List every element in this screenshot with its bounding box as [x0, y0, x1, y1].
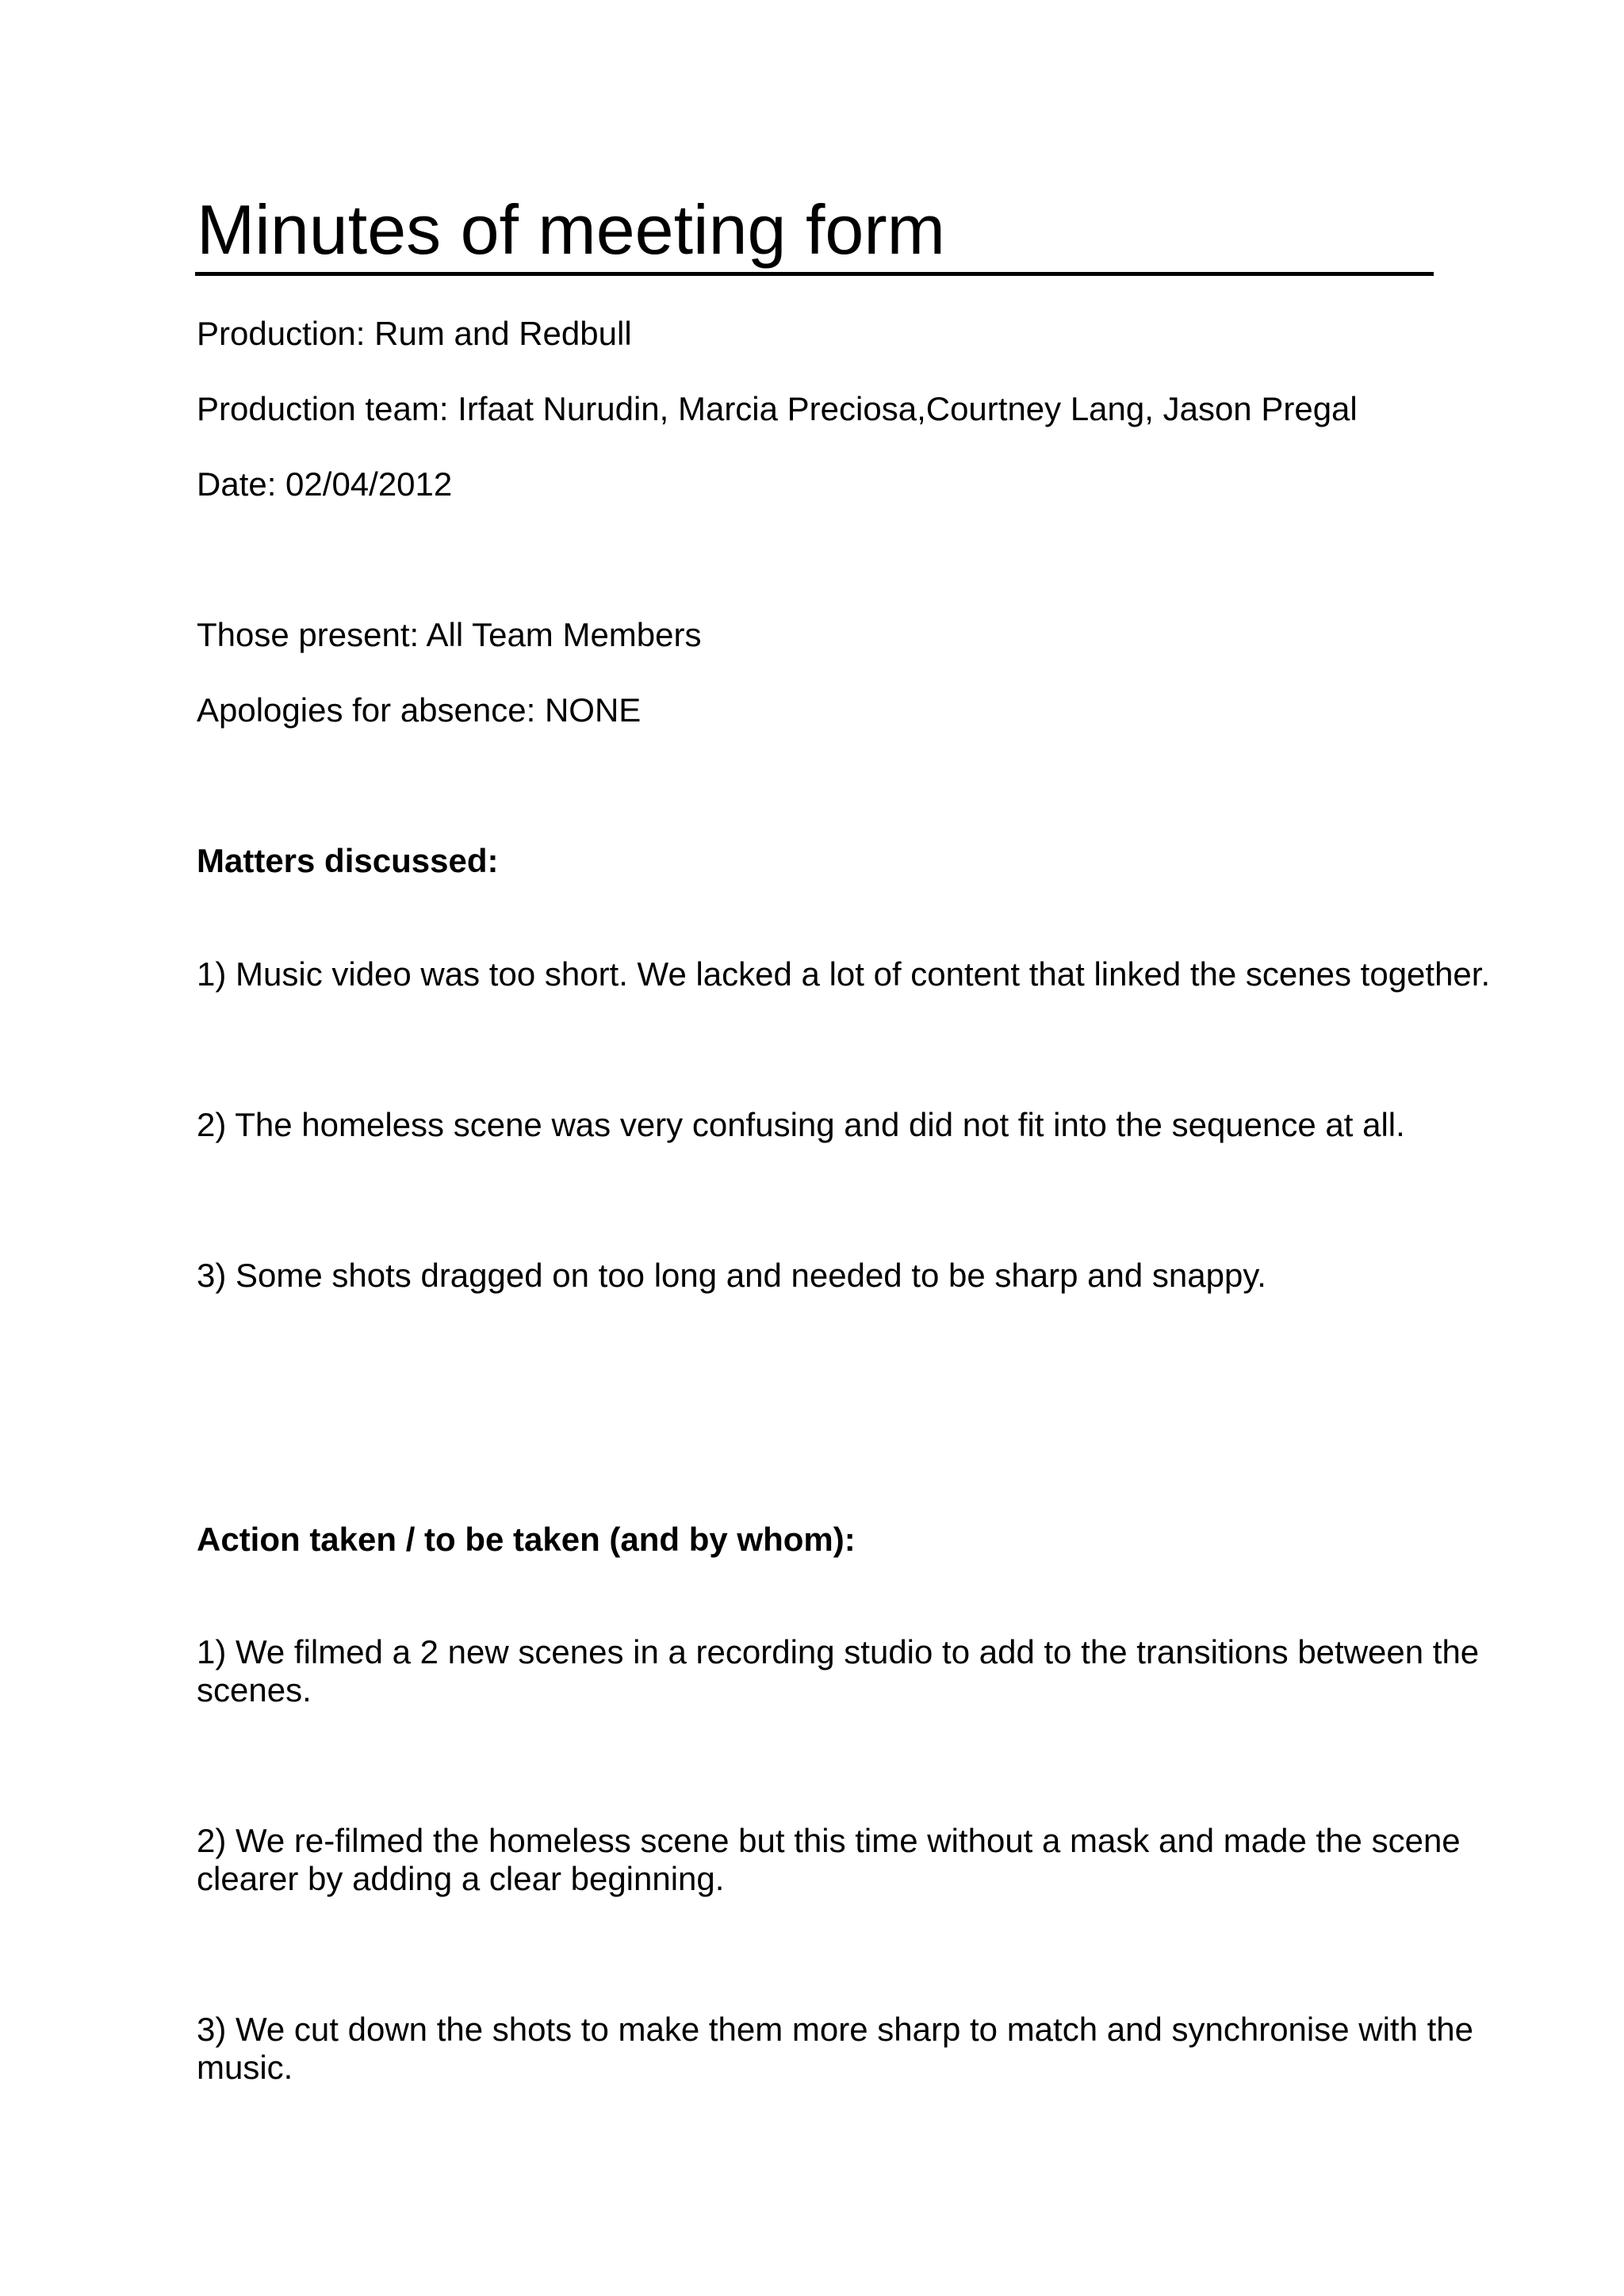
production-team-field: Production team: Irfaat Nurudin, Marcia Preciosa,Courtney Lang, Jason Pregal [197, 390, 1358, 427]
actions-item-1: 1) We filmed a 2 new scenes in a recording studio to add to the transitions between the scenes. [197, 1633, 1480, 1709]
actions-item-3: 3) We cut down the shots to make them more sharp to match and synchronise with the music. [197, 2011, 1474, 2086]
actions-item-2: 2) We re-filmed the homeless scene but this time without a mask and made the scene clearer by adding a clear beginning. [197, 1822, 1461, 1897]
matters-item-1: 1) Music video was too short. We lacked a lot of content that linked the scenes together. [197, 955, 1491, 993]
matters-item-3: 3) Some shots dragged on too long and needed to be sharp and snappy. [197, 1257, 1266, 1294]
actions-heading: Action taken / to be taken (and by whom): [197, 1521, 856, 1558]
title-underline [195, 272, 1434, 276]
those-present-field: Those present: All Team Members [197, 616, 702, 653]
matters-item-2: 2) The homeless scene was very confusing and did not fit into the sequence at all. [197, 1106, 1405, 1143]
apologies-field: Apologies for absence: NONE [197, 691, 642, 729]
page-title: Minutes of meeting form [197, 190, 945, 269]
date-field: Date: 02/04/2012 [197, 465, 453, 503]
production-field: Production: Rum and Redbull [197, 315, 632, 352]
matters-heading: Matters discussed: [197, 842, 499, 879]
